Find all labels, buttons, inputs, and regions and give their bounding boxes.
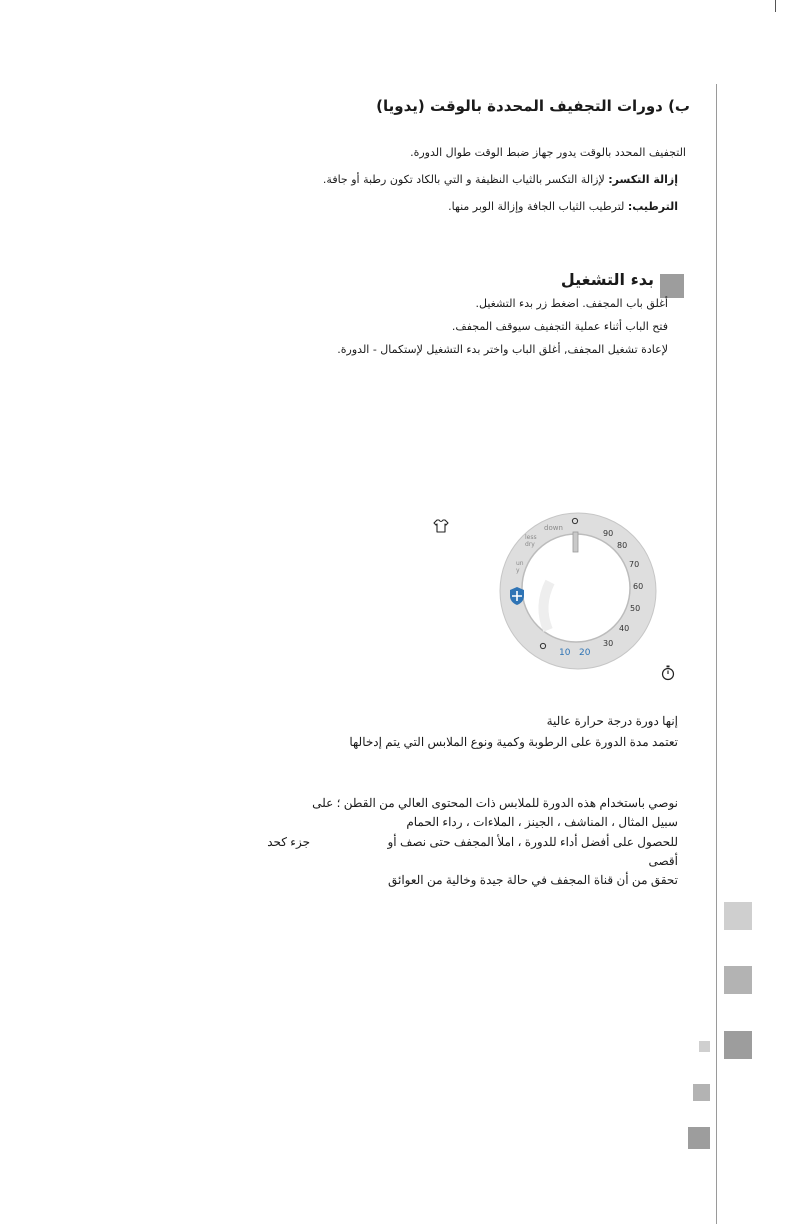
section-b-item-refresh <box>448 200 678 213</box>
label-y: y <box>516 567 520 574</box>
dial-number-50: 50 <box>630 604 641 613</box>
item-text: لإزالة التكسر بالثياب النظيفة و التي بالكاد تكون رطبة أو جافة. <box>322 173 609 186</box>
margin-rule <box>716 84 717 1224</box>
chapter-tab-3 <box>724 1031 752 1059</box>
dial-number-90: 90 <box>603 529 614 538</box>
section-b-item-anticrease <box>323 173 678 186</box>
cycle-line-2: تعتمد مدة الدورة على الرطوبة وكمية ونوع الملابس التي يتم إدخالها <box>349 735 678 749</box>
recommend-line-1: نوصي باستخدام هذه الدورة للملابس ذات المحتوى العالي من القطن ؛ على <box>312 796 678 810</box>
dial-number-20: 20 <box>579 648 591 658</box>
chapter-tab-1 <box>724 902 752 930</box>
dial-number-60: 60 <box>633 582 644 591</box>
dial-pointer <box>573 532 578 552</box>
recommend-line-3b: جزء كحد <box>267 835 310 849</box>
dial-number-70: 70 <box>629 560 640 569</box>
cycle-line-1: إنها دورة درجة حرارة عالية <box>546 714 678 728</box>
section-b-intro: التجفيف المحدد بالوقت يدور جهاز ضبط الوقت طوال الدورة. <box>410 146 686 159</box>
recommend-line-2: سبيل المثال ، المناشف ، الجينز ، الملاءات ، رداء الحمام <box>406 815 678 829</box>
start-line-1: أغلق باب المجفف. اضغط زر بدء التشغيل. <box>475 297 668 310</box>
start-line-3: لإعادة تشغيل المجفف, أغلق الباب واختر بدء التشغيل لإستكمال - الدورة. <box>337 343 668 356</box>
start-title: بدء التشغيل <box>560 270 654 289</box>
section-marker <box>660 274 684 298</box>
stopwatch-icon <box>661 665 675 681</box>
shirt-icon <box>433 518 449 534</box>
marker-small-3 <box>688 1127 710 1149</box>
chapter-tab-2 <box>724 966 752 994</box>
label-down: down <box>544 524 563 532</box>
label-less: less <box>525 534 537 541</box>
recommend-line-3a: للحصول على أفضل أداء للدورة ، املأ المجفف حتى نصف أو <box>387 835 678 849</box>
label-un: un <box>516 560 524 567</box>
marker-small-1 <box>699 1041 710 1052</box>
recommend-line-4: أقصى <box>648 854 678 868</box>
start-line-2: فتح الباب أثناء عملية التجفيف سيوقف المجفف. <box>451 320 668 333</box>
dial-number-80: 80 <box>617 541 628 550</box>
label-dry: dry <box>525 541 535 548</box>
dial-number-10: 10 <box>559 648 571 658</box>
crop-mark <box>775 0 776 12</box>
recommend-line-5: تحقق من أن قناة المجفف في حالة جيدة وخالية من العوائق <box>387 873 678 887</box>
dial-number-30: 30 <box>603 639 614 648</box>
item-label: إزالة التكسر: <box>608 173 678 186</box>
program-dial[interactable] <box>498 510 658 672</box>
marker-small-2 <box>693 1084 710 1101</box>
section-b-title: ب) دورات التجفيف المحددة بالوقت (يدويا) <box>376 97 690 115</box>
dial-number-40: 40 <box>619 624 630 633</box>
item-text: لترطيب الثياب الجافة وإزالة الوبر منها. <box>448 200 628 213</box>
item-label: الترطيب: <box>627 200 678 213</box>
